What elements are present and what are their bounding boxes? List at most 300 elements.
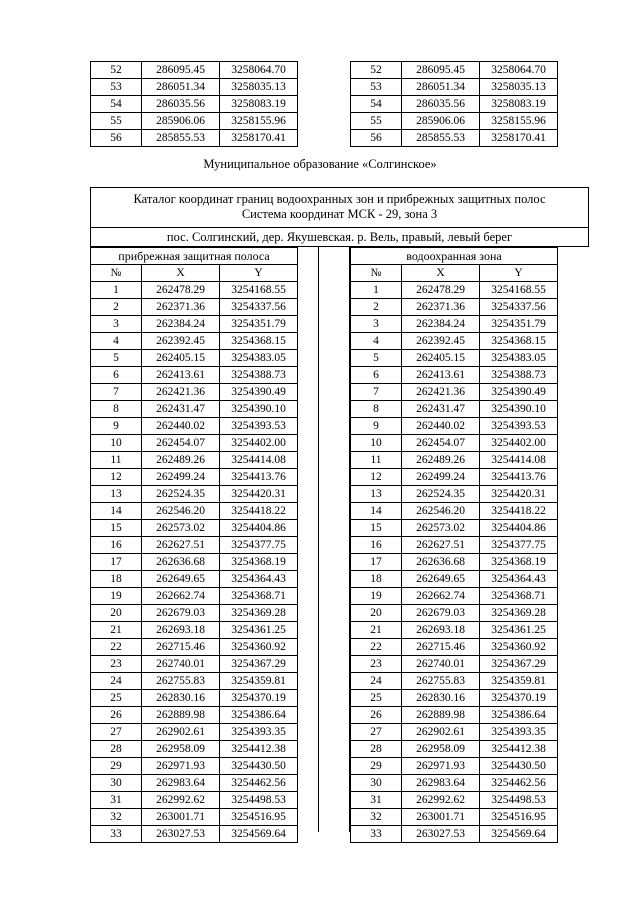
x-coordinate: 263027.53 [142, 826, 220, 843]
x-coordinate: 262679.03 [402, 605, 480, 622]
x-coordinate: 262715.46 [142, 639, 220, 656]
x-coordinate: 286051.34 [402, 79, 480, 96]
table-row [351, 605, 558, 622]
table-row [351, 282, 558, 299]
y-coordinate: 3254364.43 [220, 571, 298, 588]
table-row [91, 282, 298, 299]
x-coordinate: 263001.71 [142, 809, 220, 826]
x-coordinate: 262499.24 [142, 469, 220, 486]
table-row [91, 673, 298, 690]
y-coordinate: 3258155.96 [220, 113, 298, 130]
y-coordinate: 3254404.86 [220, 520, 298, 537]
y-coordinate: 3254386.64 [220, 707, 298, 724]
table-row [91, 435, 298, 452]
point-number: 28 [91, 741, 142, 758]
table-row [91, 775, 298, 792]
coordinate-system: Система координат МСК - 29, зона 3 [241, 207, 438, 221]
table-row [91, 79, 298, 96]
point-number: 15 [91, 520, 142, 537]
table-row [351, 758, 558, 775]
x-coordinate: 262546.20 [402, 503, 480, 520]
x-coordinate: 263001.71 [402, 809, 480, 826]
point-number: 14 [351, 503, 402, 520]
catalog-title: Каталог координат границ водоохранных зон и прибрежных защитных полос [133, 192, 546, 206]
x-coordinate: 262421.36 [142, 384, 220, 401]
x-coordinate: 262405.15 [402, 350, 480, 367]
point-number: 18 [91, 571, 142, 588]
y-coordinate: 3254367.29 [480, 656, 558, 673]
x-coordinate: 262636.68 [142, 554, 220, 571]
x-coordinate: 262489.26 [402, 452, 480, 469]
table-row [91, 367, 298, 384]
table-row [91, 96, 298, 113]
table-row [91, 350, 298, 367]
x-coordinate: 262679.03 [142, 605, 220, 622]
table-row [91, 62, 298, 79]
point-number: 24 [91, 673, 142, 690]
point-number: 31 [351, 792, 402, 809]
point-number: 27 [351, 724, 402, 741]
table-row [351, 469, 558, 486]
point-number: 1 [351, 282, 402, 299]
point-number: 54 [351, 96, 402, 113]
x-coordinate: 262755.83 [142, 673, 220, 690]
point-number: 11 [351, 452, 402, 469]
y-coordinate: 3254368.19 [480, 554, 558, 571]
table-row [351, 554, 558, 571]
x-coordinate: 262478.29 [142, 282, 220, 299]
x-coordinate: 262649.65 [142, 571, 220, 588]
table-row [91, 639, 298, 656]
x-coordinate: 262992.62 [402, 792, 480, 809]
y-coordinate: 3254390.49 [220, 384, 298, 401]
x-coordinate: 262413.61 [142, 367, 220, 384]
y-coordinate: 3254430.50 [480, 758, 558, 775]
point-number: 12 [351, 469, 402, 486]
table-row [91, 452, 298, 469]
table-row [91, 333, 298, 350]
point-number: 21 [91, 622, 142, 639]
column-header-number: № [351, 265, 402, 282]
y-coordinate: 3254412.38 [480, 741, 558, 758]
y-coordinate: 3254364.43 [480, 571, 558, 588]
table-row [91, 401, 298, 418]
point-number: 10 [351, 435, 402, 452]
y-coordinate: 3254402.00 [480, 435, 558, 452]
table-gap [318, 247, 350, 832]
y-coordinate: 3254418.22 [480, 503, 558, 520]
x-coordinate: 262889.98 [142, 707, 220, 724]
coastal-strip-title: прибрежная защитная полоса [91, 248, 298, 265]
y-coordinate: 3254368.15 [480, 333, 558, 350]
y-coordinate: 3254414.08 [480, 452, 558, 469]
table-row [351, 775, 558, 792]
y-coordinate: 3254368.15 [220, 333, 298, 350]
y-coordinate: 3258170.41 [220, 130, 298, 147]
y-coordinate: 3254377.75 [480, 537, 558, 554]
x-coordinate: 286095.45 [142, 62, 220, 79]
point-number: 6 [91, 367, 142, 384]
column-header-number: № [91, 265, 142, 282]
y-coordinate: 3254498.53 [220, 792, 298, 809]
y-coordinate: 3254360.92 [480, 639, 558, 656]
table-row [91, 809, 298, 826]
x-coordinate: 262573.02 [402, 520, 480, 537]
table-row [351, 401, 558, 418]
table-row [351, 79, 558, 96]
x-coordinate: 285855.53 [142, 130, 220, 147]
point-number: 26 [91, 707, 142, 724]
x-coordinate: 262431.47 [402, 401, 480, 418]
point-number: 2 [351, 299, 402, 316]
x-coordinate: 262546.20 [142, 503, 220, 520]
table-row [91, 741, 298, 758]
y-coordinate: 3254386.64 [480, 707, 558, 724]
x-coordinate: 285906.06 [402, 113, 480, 130]
table-row [91, 826, 298, 843]
y-coordinate: 3254390.49 [480, 384, 558, 401]
point-number: 32 [91, 809, 142, 826]
y-coordinate: 3254351.79 [220, 316, 298, 333]
point-number: 52 [91, 62, 142, 79]
point-number: 15 [351, 520, 402, 537]
table-row [91, 503, 298, 520]
column-header-y: Y [480, 265, 558, 282]
table-row [351, 350, 558, 367]
point-number: 5 [91, 350, 142, 367]
y-coordinate: 3254393.35 [220, 724, 298, 741]
top-left-body [91, 62, 298, 147]
y-coordinate: 3254168.55 [220, 282, 298, 299]
point-number: 10 [91, 435, 142, 452]
table-row [91, 418, 298, 435]
x-coordinate: 263027.53 [402, 826, 480, 843]
point-number: 21 [351, 622, 402, 639]
y-coordinate: 3254393.53 [220, 418, 298, 435]
y-coordinate: 3254418.22 [220, 503, 298, 520]
x-coordinate: 262413.61 [402, 367, 480, 384]
y-coordinate: 3254414.08 [220, 452, 298, 469]
point-number: 7 [351, 384, 402, 401]
point-number: 56 [351, 130, 402, 147]
point-number: 33 [351, 826, 402, 843]
table-row [351, 588, 558, 605]
column-header-x: X [142, 265, 220, 282]
point-number: 26 [351, 707, 402, 724]
x-coordinate: 262627.51 [142, 537, 220, 554]
point-number: 31 [91, 792, 142, 809]
table-row [351, 792, 558, 809]
table-row [91, 299, 298, 316]
top-left-table [90, 61, 298, 147]
point-number: 55 [91, 113, 142, 130]
y-coordinate: 3254369.28 [480, 605, 558, 622]
point-number: 16 [91, 537, 142, 554]
point-number: 53 [91, 79, 142, 96]
x-coordinate: 262454.07 [142, 435, 220, 452]
table-row [351, 384, 558, 401]
x-coordinate: 262371.36 [142, 299, 220, 316]
point-number: 28 [351, 741, 402, 758]
top-right-table [350, 61, 558, 147]
point-number: 11 [91, 452, 142, 469]
y-coordinate: 3254388.73 [220, 367, 298, 384]
coastal-strip-rows [91, 282, 298, 843]
point-number: 3 [91, 316, 142, 333]
table-row [351, 520, 558, 537]
top-right-body [351, 62, 558, 147]
x-coordinate: 262440.02 [142, 418, 220, 435]
table-row [351, 299, 558, 316]
x-coordinate: 262830.16 [142, 690, 220, 707]
x-coordinate: 262440.02 [402, 418, 480, 435]
point-number: 17 [351, 554, 402, 571]
y-coordinate: 3254337.56 [480, 299, 558, 316]
x-coordinate: 286051.34 [142, 79, 220, 96]
y-coordinate: 3254516.95 [220, 809, 298, 826]
y-coordinate: 3254368.71 [480, 588, 558, 605]
water-protection-zone-title: водоохранная зона [351, 248, 558, 265]
y-coordinate: 3254377.75 [220, 537, 298, 554]
y-coordinate: 3254337.56 [220, 299, 298, 316]
y-coordinate: 3254393.35 [480, 724, 558, 741]
table-row [91, 758, 298, 775]
catalog-header [90, 187, 589, 228]
point-number: 12 [91, 469, 142, 486]
point-number: 8 [91, 401, 142, 418]
y-coordinate: 3254462.56 [220, 775, 298, 792]
point-number: 23 [91, 656, 142, 673]
x-coordinate: 262421.36 [402, 384, 480, 401]
x-coordinate: 262983.64 [142, 775, 220, 792]
point-number: 55 [351, 113, 402, 130]
point-number: 14 [91, 503, 142, 520]
x-coordinate: 262524.35 [142, 486, 220, 503]
x-coordinate: 262889.98 [402, 707, 480, 724]
x-coordinate: 262431.47 [142, 401, 220, 418]
point-number: 52 [351, 62, 402, 79]
x-coordinate: 262902.61 [402, 724, 480, 741]
point-number: 19 [91, 588, 142, 605]
x-coordinate: 262740.01 [402, 656, 480, 673]
x-coordinate: 286035.56 [402, 96, 480, 113]
table-row [351, 826, 558, 843]
table-row [91, 707, 298, 724]
table-row [351, 622, 558, 639]
point-number: 27 [91, 724, 142, 741]
x-coordinate: 262392.45 [402, 333, 480, 350]
y-coordinate: 3254413.76 [480, 469, 558, 486]
y-coordinate: 3254390.10 [480, 401, 558, 418]
y-coordinate: 3254413.76 [220, 469, 298, 486]
point-number: 24 [351, 673, 402, 690]
x-coordinate: 262649.65 [402, 571, 480, 588]
y-coordinate: 3254368.19 [220, 554, 298, 571]
y-coordinate: 3254404.86 [480, 520, 558, 537]
y-coordinate: 3258035.13 [480, 79, 558, 96]
table-row [351, 418, 558, 435]
table-row [91, 605, 298, 622]
point-number: 18 [351, 571, 402, 588]
point-number: 7 [91, 384, 142, 401]
point-number: 25 [351, 690, 402, 707]
y-coordinate: 3254498.53 [480, 792, 558, 809]
x-coordinate: 262958.09 [142, 741, 220, 758]
table-row [91, 520, 298, 537]
x-coordinate: 262715.46 [402, 639, 480, 656]
point-number: 25 [91, 690, 142, 707]
table-row [91, 622, 298, 639]
table-row [91, 537, 298, 554]
x-coordinate: 285906.06 [142, 113, 220, 130]
water-protection-zone-rows [351, 282, 558, 843]
point-number: 53 [351, 79, 402, 96]
table-row [91, 656, 298, 673]
point-number: 54 [91, 96, 142, 113]
x-coordinate: 262958.09 [402, 741, 480, 758]
point-number: 56 [91, 130, 142, 147]
x-coordinate: 262573.02 [142, 520, 220, 537]
y-coordinate: 3254390.10 [220, 401, 298, 418]
x-coordinate: 262662.74 [142, 588, 220, 605]
x-coordinate: 285855.53 [402, 130, 480, 147]
y-coordinate: 3254361.25 [220, 622, 298, 639]
point-number: 9 [91, 418, 142, 435]
table-row [351, 741, 558, 758]
table-row [351, 690, 558, 707]
point-number: 6 [351, 367, 402, 384]
y-coordinate: 3258155.96 [480, 113, 558, 130]
settlement-header: пос. Солгинский, дер. Якушевская. р. Вель, правый, левый берег [90, 228, 589, 247]
x-coordinate: 286035.56 [142, 96, 220, 113]
point-number: 1 [91, 282, 142, 299]
table-row [351, 809, 558, 826]
table-row [91, 384, 298, 401]
y-coordinate: 3254420.31 [220, 486, 298, 503]
point-number: 9 [351, 418, 402, 435]
x-coordinate: 262971.93 [402, 758, 480, 775]
table-row [351, 113, 558, 130]
point-number: 3 [351, 316, 402, 333]
coastal-strip-table [90, 247, 298, 843]
y-coordinate: 3258170.41 [480, 130, 558, 147]
x-coordinate: 262693.18 [402, 622, 480, 639]
x-coordinate: 262499.24 [402, 469, 480, 486]
table-row [91, 690, 298, 707]
y-coordinate: 3254359.81 [220, 673, 298, 690]
x-coordinate: 262405.15 [142, 350, 220, 367]
x-coordinate: 262454.07 [402, 435, 480, 452]
y-coordinate: 3254388.73 [480, 367, 558, 384]
x-coordinate: 262662.74 [402, 588, 480, 605]
point-number: 22 [351, 639, 402, 656]
y-coordinate: 3254370.19 [480, 690, 558, 707]
table-row [351, 96, 558, 113]
x-coordinate: 262740.01 [142, 656, 220, 673]
table-row [351, 639, 558, 656]
x-coordinate: 262627.51 [402, 537, 480, 554]
table-row [351, 486, 558, 503]
y-coordinate: 3254168.55 [480, 282, 558, 299]
y-coordinate: 3254383.05 [220, 350, 298, 367]
table-row [91, 316, 298, 333]
y-coordinate: 3254369.28 [220, 605, 298, 622]
table-row [351, 452, 558, 469]
point-number: 19 [351, 588, 402, 605]
table-row [351, 656, 558, 673]
y-coordinate: 3258035.13 [220, 79, 298, 96]
x-coordinate: 262392.45 [142, 333, 220, 350]
x-coordinate: 262384.24 [142, 316, 220, 333]
point-number: 2 [91, 299, 142, 316]
y-coordinate: 3258083.19 [220, 96, 298, 113]
y-coordinate: 3254393.53 [480, 418, 558, 435]
x-coordinate: 262489.26 [142, 452, 220, 469]
table-row [351, 707, 558, 724]
x-coordinate: 262983.64 [402, 775, 480, 792]
y-coordinate: 3254569.64 [480, 826, 558, 843]
y-coordinate: 3254569.64 [220, 826, 298, 843]
table-row [91, 588, 298, 605]
point-number: 30 [91, 775, 142, 792]
y-coordinate: 3254516.95 [480, 809, 558, 826]
x-coordinate: 262971.93 [142, 758, 220, 775]
x-coordinate: 262371.36 [402, 299, 480, 316]
point-number: 33 [91, 826, 142, 843]
point-number: 32 [351, 809, 402, 826]
point-number: 5 [351, 350, 402, 367]
y-coordinate: 3254383.05 [480, 350, 558, 367]
point-number: 29 [91, 758, 142, 775]
table-row [351, 316, 558, 333]
y-coordinate: 3254360.92 [220, 639, 298, 656]
table-row [351, 62, 558, 79]
table-row [91, 724, 298, 741]
table-row [91, 113, 298, 130]
municipality-title: Муниципальное образование «Солгинское» [203, 157, 437, 171]
table-row [91, 792, 298, 809]
point-number: 4 [351, 333, 402, 350]
y-coordinate: 3254359.81 [480, 673, 558, 690]
y-coordinate: 3258064.70 [220, 62, 298, 79]
point-number: 30 [351, 775, 402, 792]
y-coordinate: 3254351.79 [480, 316, 558, 333]
table-row [351, 537, 558, 554]
point-number: 20 [351, 605, 402, 622]
y-coordinate: 3254412.38 [220, 741, 298, 758]
table-row [91, 486, 298, 503]
point-number: 13 [351, 486, 402, 503]
table-row [351, 673, 558, 690]
y-coordinate: 3254361.25 [480, 622, 558, 639]
water-protection-zone-table [350, 247, 558, 843]
table-row [91, 469, 298, 486]
column-header-y: Y [220, 265, 298, 282]
table-row [351, 367, 558, 384]
point-number: 13 [91, 486, 142, 503]
table-row [91, 571, 298, 588]
table-row [351, 571, 558, 588]
y-coordinate: 3258083.19 [480, 96, 558, 113]
y-coordinate: 3254462.56 [480, 775, 558, 792]
point-number: 16 [351, 537, 402, 554]
point-number: 17 [91, 554, 142, 571]
y-coordinate: 3254402.00 [220, 435, 298, 452]
x-coordinate: 286095.45 [402, 62, 480, 79]
y-coordinate: 3254368.71 [220, 588, 298, 605]
point-number: 8 [351, 401, 402, 418]
y-coordinate: 3254370.19 [220, 690, 298, 707]
